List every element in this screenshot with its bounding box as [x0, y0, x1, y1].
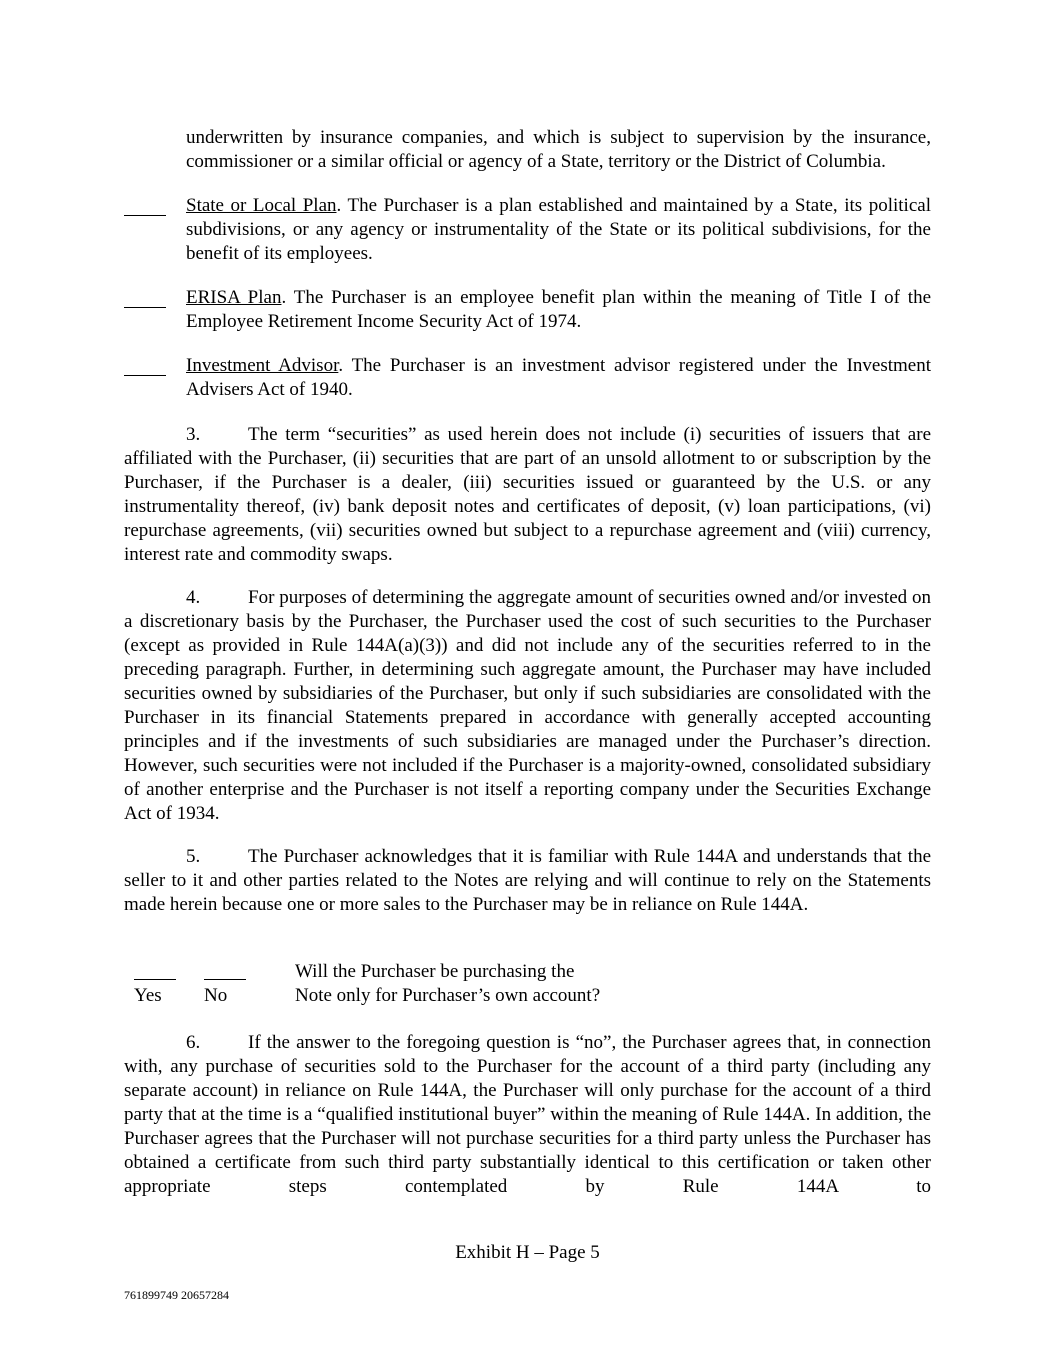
paragraph-text: If the answer to the foregoing question is “no”, the Purchaser agrees that, in connection with, any purchase of securities sold to the Purchaser for the account of a third party (including any separate account) in reliance on Rule 144A, the Purchaser will only purchase for the account of a third party that at the time is a “qualified institutional buyer” within the meaning of Rule 144A. In addition, the Purchaser agrees that the Purchaser will not purchase securities for a third party unless the Purchaser has obtained a certificate from such third party substantially identical to this certification or taken other appropriate steps contemplated by Rule 144A to: [124, 1032, 931, 1197]
option-text: . The Purchaser is an employee benefit plan within the meaning of Title I of the Employee Retirement Income Security Act of 1974.: [186, 287, 932, 332]
option-title: ERISA Plan: [186, 287, 282, 308]
paragraph-text: For purposes of determining the aggregate amount of securities owned and/or invested on a discretionary basis by the Purchaser, the Purchaser used the cost of such securities to the Purchaser (except as provided in Rule 144A(a)(3)) and did not include any of the securities referred to in the preceding paragraph. Further, in determining such aggregate amount, the Purchaser may have included securities owned by subsidiaries of the Purchaser, but only if such subsidiaries are consolidated with the Purchaser in its financial Statements prepared in accordance with generally accepted accounting principles and if the investments of such subsidiaries are managed under the Purchaser’s direction. However, such securities were not included if the Purchaser is a majority-owned, consolidated subsidiary of another enterprise and the Purchaser is not itself a reporting company under the Securities Exchange Act of 1934.: [124, 587, 931, 824]
paragraph-number: 3.: [186, 424, 201, 445]
paragraph-6: [124, 1031, 931, 1199]
paragraph-number: 6.: [186, 1032, 201, 1053]
continuation-line-2: commissioner or a similar official or agency of a State, territory or the District of Columbia.: [186, 151, 886, 172]
paragraph-number: 5.: [186, 846, 201, 867]
continuation-text: [186, 126, 931, 174]
no-label: No: [204, 985, 228, 1006]
option-investment-advisor: [186, 354, 931, 402]
checkbox-blank-investment-advisor[interactable]: [124, 355, 166, 376]
question-line-2: Note only for Purchaser’s own account?: [295, 985, 601, 1006]
paragraph-4: [124, 586, 931, 826]
paragraph-5: [124, 845, 931, 917]
option-erisa-plan: [186, 286, 931, 334]
no-blank[interactable]: [204, 961, 246, 980]
checkbox-blank-erisa-plan[interactable]: [124, 287, 166, 308]
option-state-local-plan: [186, 194, 931, 266]
yes-blank[interactable]: [134, 961, 176, 980]
checkbox-blank-state-plan[interactable]: [124, 195, 166, 216]
question-line-1: Will the Purchaser be purchasing the: [295, 961, 575, 982]
paragraph-text: The term “securities” as used herein does not include (i) securities of issuers that are affiliated with the Purchaser, (ii) securities that are part of an unsold allotment to or subscription by the Purchaser, if the Purchaser is a dealer, (iii) securities issued or guaranteed by the U.S. or any instrumentality thereof, (iv) bank deposit notes and certificates of deposit, (v) loan participations, (vi) repurchase agreements, (vii) securities owned but subject to a repurchase agreement and (viii) currency, interest rate and commodity swaps.: [124, 424, 931, 565]
option-text: . The Purchaser is a plan established and maintained by a State, its political subdivisions, or any agency or instrumentality of the State or its political subdivisions, for the benefit of its employees.: [186, 195, 931, 264]
paragraph-number: 4.: [186, 587, 201, 608]
option-title: State or Local Plan: [186, 195, 337, 216]
document-id: 761899749 20657284: [124, 1288, 229, 1302]
paragraph-text: The Purchaser acknowledges that it is familiar with Rule 144A and understands that the seller to it and other parties related to the Notes are relying and will continue to rely on the Statements made herein because one or more sales to the Purchaser may be in reliance on Rule 144A.: [124, 846, 931, 915]
page-footer: Exhibit H – Page 5: [455, 1242, 600, 1263]
yes-label: Yes: [134, 985, 162, 1006]
option-title: Investment Advisor: [186, 355, 339, 376]
option-text: . The Purchaser is an investment advisor registered under the Investment Advisers Act of 1940.: [186, 355, 931, 400]
paragraph-3: [124, 423, 931, 567]
continuation-line-1: underwritten by insurance companies, and which is subject to supervision by the insurance,: [186, 127, 931, 148]
